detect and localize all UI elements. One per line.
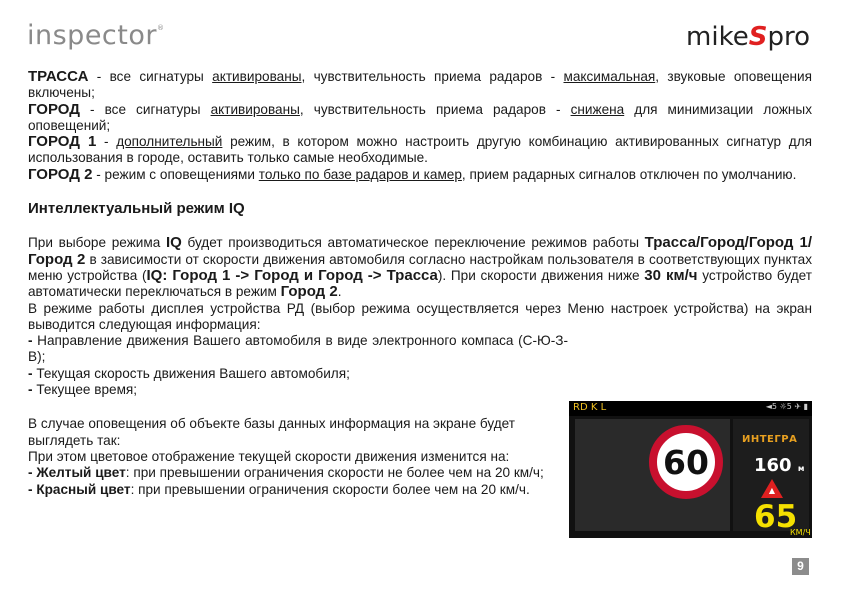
mike-s-pro-logo: mikeSpro [686, 22, 810, 52]
band-indicators: RD K L [573, 402, 607, 413]
mode-gorod: ГОРОД - все сигнатуры активированы, чувствительность приема радаров - снижена для минимизации ложных оповещений; [28, 100, 812, 133]
distance-readout: 160 м [754, 455, 805, 476]
device-screen-image [569, 401, 812, 538]
iq-heading: Интеллектуальный режим IQ [28, 200, 245, 218]
display-info-paragraph: В режиме работы дисплея устройства РД (выбор режима осуществляется через Меню настроек устройства) на экран выводится следующая информация: [28, 300, 812, 332]
list-item: - Красный цвет: при превышении ограничения скорости более чем на 20 км/ч. [28, 481, 530, 497]
mode-gorod-1: ГОРОД 1 - дополнительный режим, в котором можно настроить другую комбинацию активированных сигнатур для использования в городе, оставить только самые необходимые. [28, 133, 812, 166]
list-item: - Текущая скорость движения Вашего автомобиля; [28, 365, 350, 381]
color-paragraph: При этом цветовое отображение текущей скорости движения изменится на: [28, 448, 510, 464]
status-icons: ◄5 ☼5 ✈ ▮ [765, 402, 808, 411]
car-icon: ▲ [768, 486, 776, 495]
speed-limit-sign: 60 [649, 425, 723, 499]
list-item: - Направление движения Вашего автомобиля в виде электронного компаса (С-Ю-З-В); [28, 333, 568, 365]
radar-type-label: ИНТЕГРА [742, 434, 798, 445]
inspector-logo: inspector® [27, 20, 165, 51]
device-status-bar [569, 401, 812, 416]
speed-unit: КМ/Ч [790, 528, 811, 537]
iq-paragraph: При выборе режима IQ будет производиться автоматическое переключение режимов работы Трасса/Город/Город 1/Город 2 в зависимости от скорости движения автомобиля согласно настройкам пользователя в соответствующих пунктах меню устройства (IQ: Город 1 -> Город и Город -> Трасса). При скорости движения ниже 30 км/ч устройство будет автоматически переключаться в режим Город 2. [28, 234, 813, 301]
mode-gorod-2: ГОРОД 2 - режим с оповещениями только по базе радаров и камер, прием радарных сигналов отключен по умолчанию. [28, 165, 797, 183]
list-item: - Текущее время; [28, 382, 138, 398]
list-item: - Желтый цвет: при превышении ограничения скорости не более чем на 20 км/ч; [28, 465, 544, 481]
mode-trassa: ТРАССА - все сигнатуры активированы, чувствительность приема радаров - максимальная, звуковые оповещения включены; [28, 68, 813, 101]
page-number: 9 [792, 558, 809, 575]
alert-paragraph: В случае оповещения об объекте базы данных информация на экране будет выглядеть так: [28, 416, 516, 448]
current-speed: 65 [754, 499, 798, 535]
